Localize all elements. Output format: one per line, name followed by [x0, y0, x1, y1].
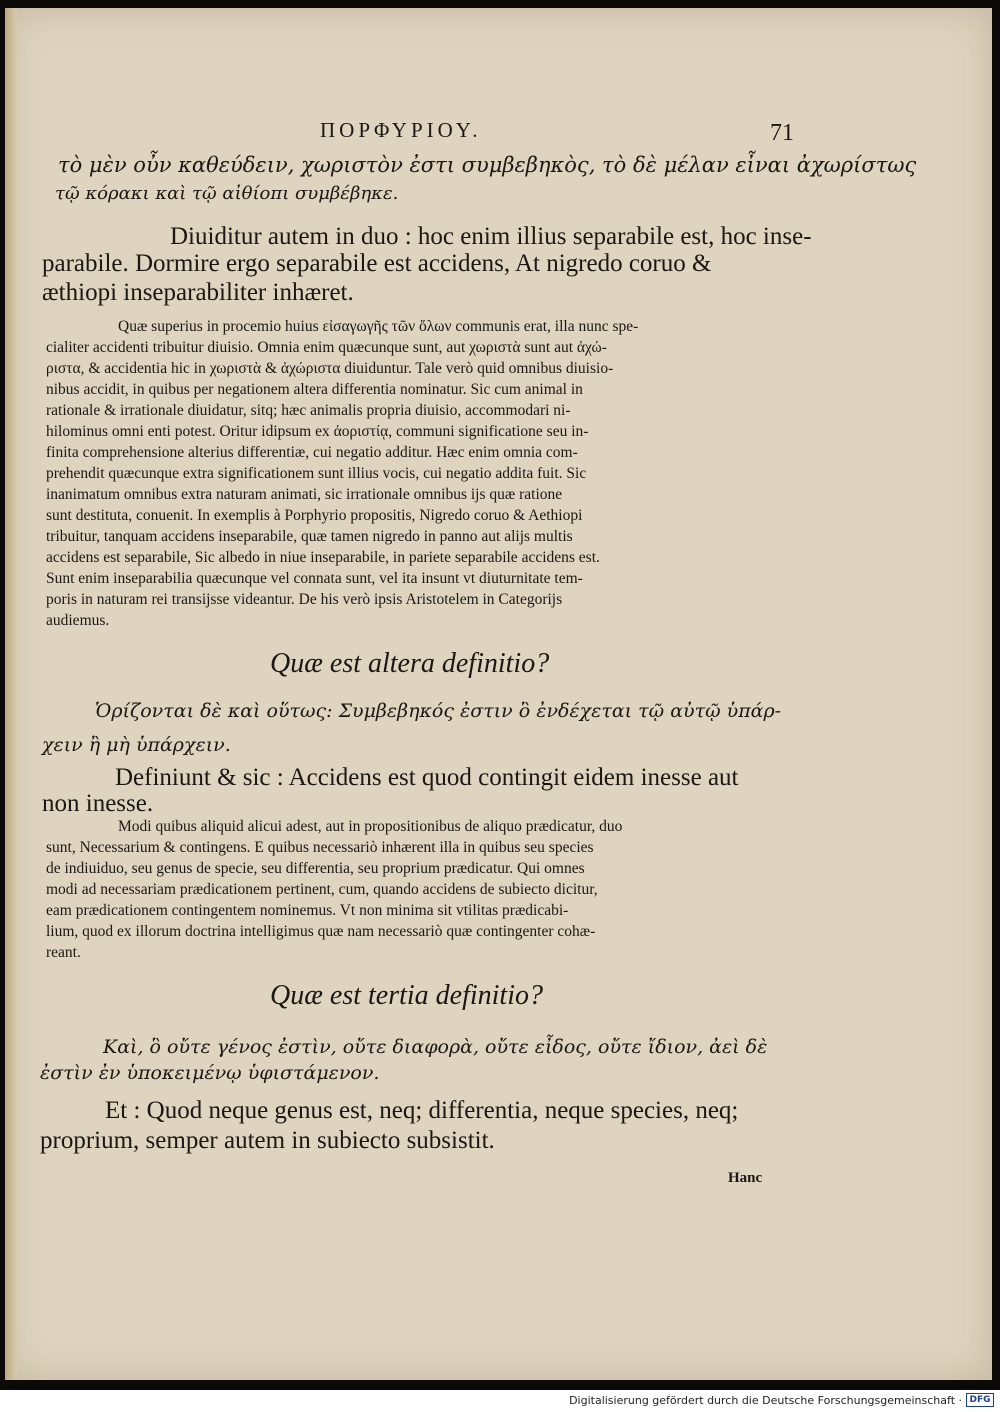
catchword: Hanc: [728, 1170, 763, 1186]
commentary-line: prehendit quæcunque extra significationem sunt illius vocis, cui negatio addita fuit. Sic: [46, 465, 587, 482]
commentary-line: finita comprehensione alterius differentiæ, cui negatio additur. Hæc enim omnia com-: [46, 444, 578, 461]
commentary-line: poris in naturam rei transijsse videantur. De his verò ipsis Aristotelem in Categorijs: [46, 591, 563, 608]
greek-definition-line: χειν ἢ μὴ ὑπάρχειν.: [42, 734, 231, 756]
commentary-line: lium, quod ex illorum doctrina intelligimus quæ nam necessariò quæ contingenter cohæ-: [46, 923, 596, 940]
greek-definition-line: Ὁρίζονται δὲ καὶ οὕτως: Συμβεβηκός ἐστιν ὃ ἐνδέχεται τῷ αὐτῷ ὑπάρ-: [95, 700, 782, 722]
commentary-line: cialiter accidenti tribuitur diuisio. Omnia enim quæcunque sunt, aut χωριστὰ sunt aut ἀχώ-: [46, 339, 607, 356]
commentary-line: hilominus omni enti potest. Oritur idipsum ex ἀοριστίᾳ, communi significatione seu in-: [46, 423, 589, 440]
commentary-line: inanimatum omnibus extra naturam animati, sic irrationale omnibus ijs quæ ratione: [46, 486, 563, 503]
dfg-logo[interactable]: DFG: [966, 1393, 994, 1407]
commentary-line: de indiuiduo, seu genus de specie, seu differentia, seu proprium prædicatur. Qui omnes: [46, 860, 585, 877]
latin-definition-line: proprium, semper autem in subiecto subsistit.: [40, 1127, 495, 1154]
commentary-line: sunt destituta, conuenit. In exemplis à Porphyrio propositis, Nigredo coruo & Aethiopi: [46, 507, 583, 524]
commentary-line: tribuitur, tanquam accidens inseparabile, quæ tamen nigredo in panno aut alijs multis: [46, 528, 573, 545]
commentary-line: eam prædicationem contingentem nominemus. Vt non minima sit vtilitas prædicabi-: [46, 902, 569, 919]
commentary-line: Sunt enim inseparabilia quæcunque vel connata sunt, vel ita insunt vt diuturnitate tem-: [46, 570, 583, 587]
latin-definition-line: non inesse.: [42, 790, 154, 817]
running-head: ΠΟΡΦΥΡΙΟΥ.: [320, 118, 482, 142]
latin-definition-line: Definiunt & sic : Accidens est quod contingit eidem inesse aut: [115, 764, 739, 791]
commentary-line: modi ad necessariam prædicationem pertinent, cum, quando accidens de subiecto dicitur,: [46, 881, 598, 898]
section-question: Quæ est tertia definitio?: [270, 980, 543, 1011]
commentary-line: Modi quibus aliquid alicui adest, aut in propositionibus de aliquo prædicatur, duo: [118, 818, 623, 835]
greek-definition-line: ἐστὶν ἐν ὑποκειμένῳ ὑφιστάμενον.: [40, 1062, 380, 1084]
commentary-line: sunt, Necessarium & contingens. E quibus necessariò inhærent illa in quibus seu species: [46, 839, 594, 856]
commentary-line: reant.: [46, 944, 81, 961]
book-page: [5, 8, 992, 1380]
commentary-line: nibus accidit, in quibus per negationem altera differentia nominatur. Sic cum animal in: [46, 381, 583, 398]
greek-intro-line: τῷ κόρακι καὶ τῷ αἰθίοπι συμβέβηκε.: [55, 183, 399, 204]
greek-definition-line: Καὶ, ὃ οὔτε γένος ἐστὶν, οὔτε διαφορὰ, οὔτε εἶδος, οὔτε ἴδιον, ἀεὶ δὲ: [103, 1036, 768, 1058]
funding-credit: Digitalisierung gefördert durch die Deutsche Forschungsgemeinschaft ·: [569, 1394, 962, 1407]
greek-intro-line: τὸ μὲν οὖν καθεύδειν, χωριστὸν ἐστι συμβεβηκὸς, τὸ δὲ μέλαν εἶναι ἀχωρίστως: [58, 153, 917, 177]
commentary-line: accidens est separabile, Sic albedo in niue inseparabile, in pariete separabile accidens est.: [46, 549, 600, 566]
latin-definition-line: Et : Quod neque genus est, neq; differentia, neque species, neq;: [105, 1097, 739, 1124]
digitization-footer: [0, 1390, 1000, 1412]
commentary-line: ριστα, & accidentia hic in χωριστὰ & ἀχώριστα diuiduntur. Tale verò quid omnibus diuisio-: [46, 360, 614, 377]
latin-intro-line: Diuiditur autem in duo : hoc enim illius separabile est, hoc inse-: [170, 223, 812, 250]
section-question: Quæ est altera definitio?: [270, 648, 550, 679]
page-gutter-edge: [5, 8, 17, 1380]
commentary-line: Quæ superius in procemio huius εἰσαγωγῆς τῶν ὅλων communis erat, illa nunc spe-: [118, 318, 639, 335]
latin-intro-line: æthiopi inseparabiliter inhæret.: [42, 279, 354, 306]
page-number: 71: [770, 120, 794, 146]
latin-intro-line: parabile. Dormire ergo separabile est accidens, At nigredo coruo &: [42, 250, 712, 277]
commentary-line: rationale & irrationale diuidatur, sitq; hæc animalis propria diuisio, accommodari ni-: [46, 402, 571, 419]
commentary-line: audiemus.: [46, 612, 110, 629]
